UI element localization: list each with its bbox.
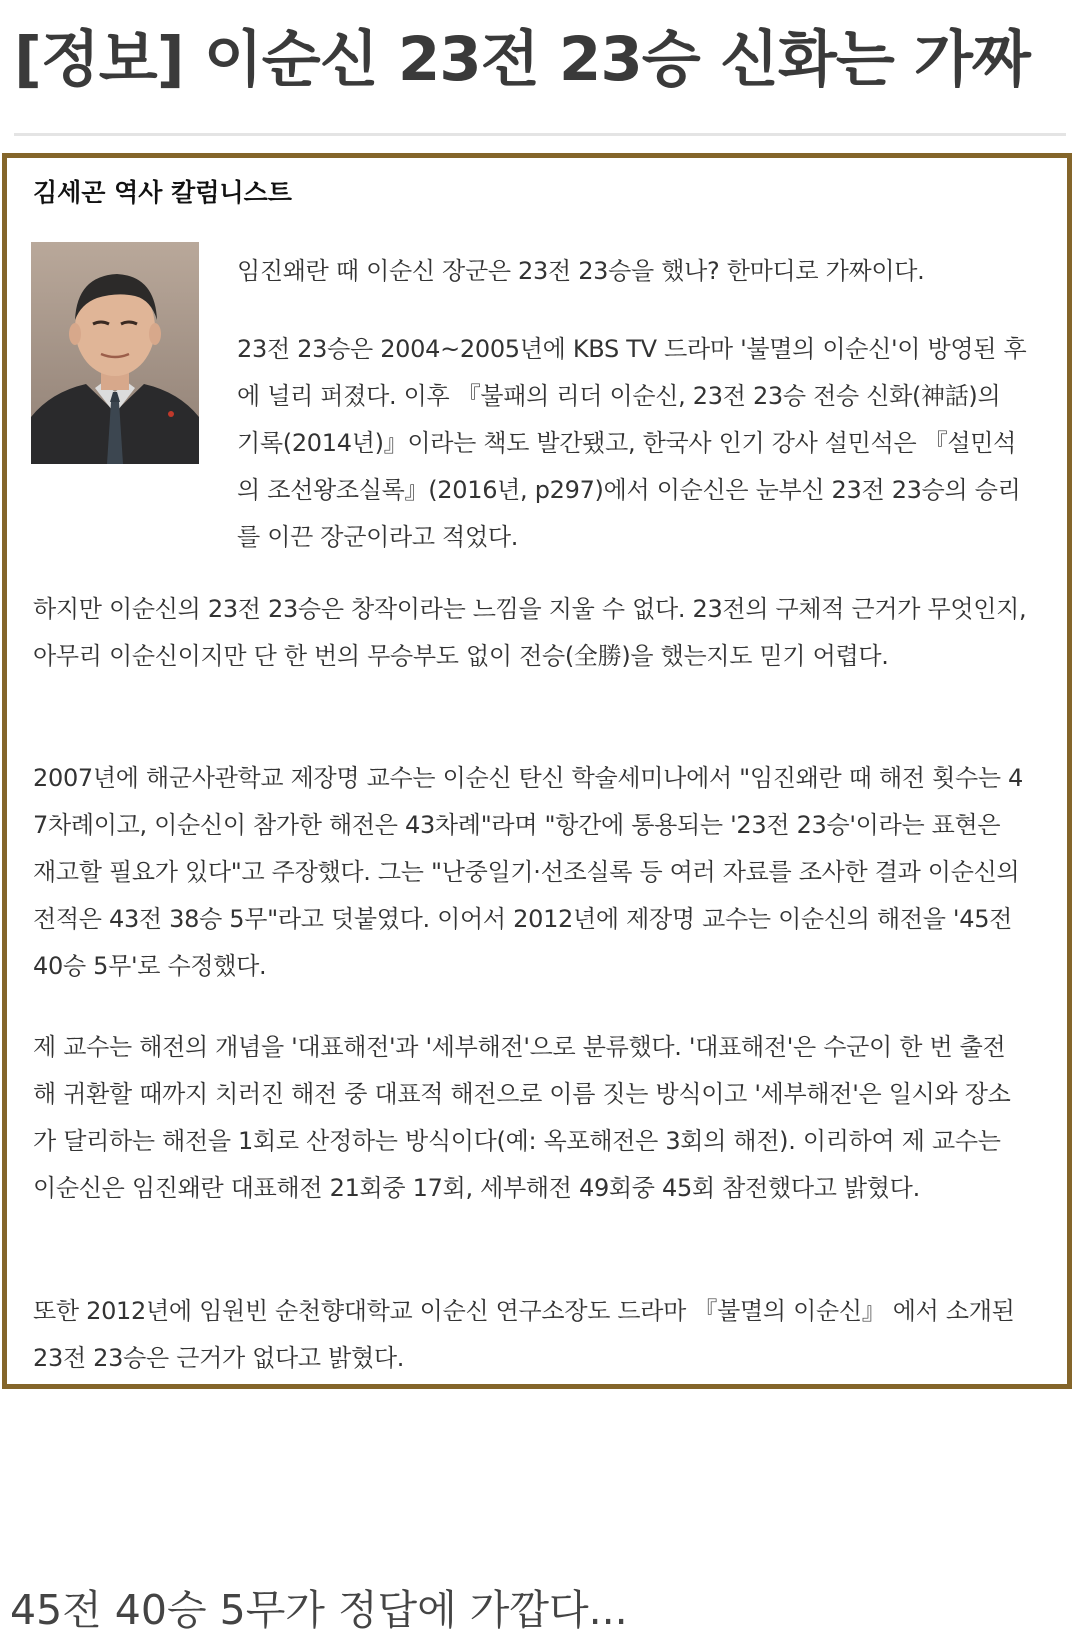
article-paragraph: 제 교수는 해전의 개념을 '대표해전'과 '세부해전'으로 분류했다. '대표해전'은 수군이 한 번 출전해 귀환할 때까지 치러진 해전 중 대표적 해전으로 이름 짓는 방식이고 '세부해전'은 일시와 장소가 달리하는 해전을 1회로 산정하는 방식이다(예: 옥포해전은 3회의 해전). 이리하여 제 교수는 이순신은 임진왜란 대표해전 21회중 17회, 세부해전 49회중 45회 참전했다고 밝혔다. <box>33 1033 1011 1202</box>
article-paragraph: 임진왜란 때 이순신 장군은 23전 23승을 했나? 한마디로 가짜이다. <box>237 257 925 285</box>
title-divider <box>14 133 1066 136</box>
article-paragraph: 하지만 이순신의 23전 23승은 창작이라는 느낌을 지울 수 없다. 23전의 구체적 근거가 무엇인지, 아무리 이순신이지만 단 한 번의 무승부도 없이 전승(全勝)을 했는지도 믿기 어렵다. <box>33 595 1027 670</box>
article-image <box>2 153 1072 1389</box>
article-paragraph: 2007년에 해군사관학교 제장명 교수는 이순신 탄신 학술세미나에서 "임진왜란 때 해전 횟수는 47차례이고, 이순신이 참가한 해전은 43차례"라며 "항간에 통용되는 '23전 23승'이라는 표현은 재고할 필요가 있다"고 주장했다. 그는 "난중일기·선조실록 등 여러 자료를 조사한 결과 이순신의 전적은 43전 38승 5무"라고 덧붙였다. 이어서 2012년에 제장명 교수는 이순신의 해전을 '45전 40승 5무'로 수정했다. <box>33 764 1024 980</box>
post-caption: 45전 40승 5무가 정답에 가깝다... <box>10 1586 628 1634</box>
post-title: [정보] 이순신 23전 23승 신화는 가짜 <box>14 24 1030 95</box>
article-paragraph: 또한 2012년에 임원빈 순천향대학교 이순신 연구소장도 드라마 『불멸의 이순신』 에서 소개된 23전 23승은 근거가 없다고 밝혔다. <box>33 1297 1015 1372</box>
article-paragraph: 23전 23승은 2004~2005년에 KBS TV 드라마 '불멸의 이순신'이 방영된 후에 널리 퍼졌다. 이후 『불패의 리더 이순신, 23전 23승 전승 신화(神話)의 기록(2014년)』이라는 책도 발간됐고, 한국사 인기 강사 설민석은 『설민석의 조선왕조실록』(2016년, p297)에서 이순신은 눈부신 23전 23승의 승리를 이끈 장군이라고 적었다. <box>237 335 1027 551</box>
author-byline: 김세곤 역사 칼럼니스트 <box>33 178 292 207</box>
author-photo <box>31 242 199 464</box>
